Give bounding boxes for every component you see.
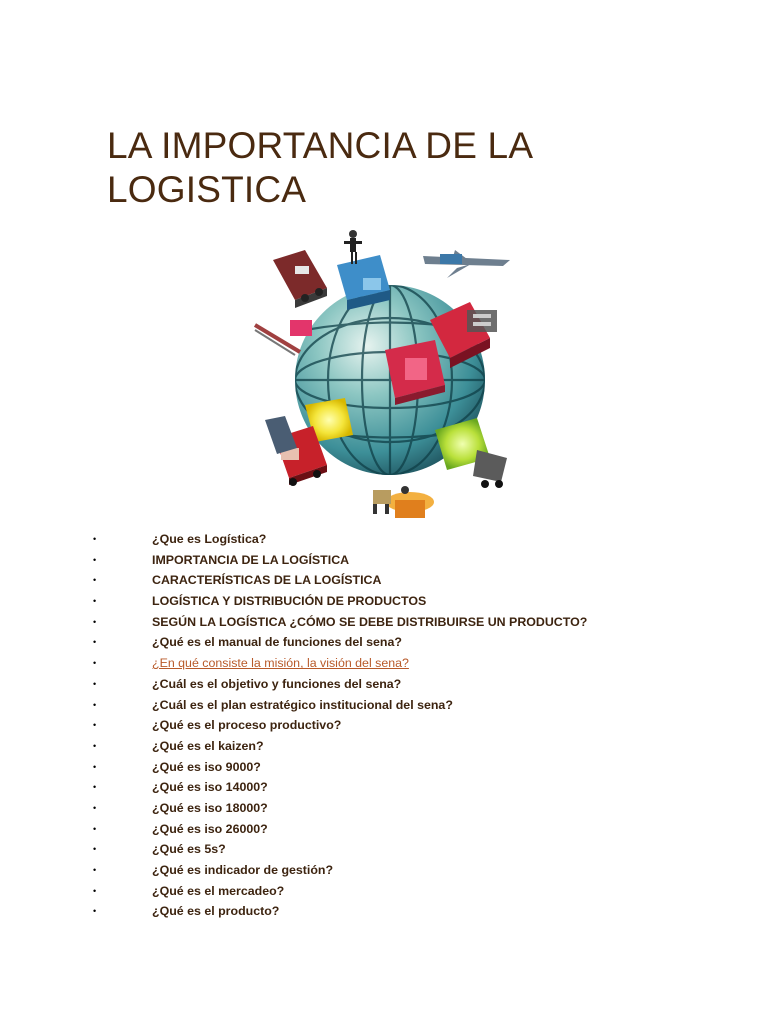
bullet-icon: • [93, 802, 97, 813]
list-item [0, 632, 768, 653]
list-item-label: SEGÚN LA LOGÍSTICA ¿CÓMO SE DEBE DISTRIBUIRSE UN PRODUCTO? [152, 614, 588, 629]
list-item [0, 570, 768, 591]
page-title [107, 124, 627, 212]
bullet-icon: • [93, 616, 97, 627]
bullet-icon: • [93, 865, 97, 875]
bullet-icon: • [93, 658, 97, 669]
list-item [0, 715, 768, 736]
list-item [0, 550, 768, 571]
list-item [0, 612, 768, 633]
list-item-label: ¿Qué es indicador de gestión? [152, 863, 334, 877]
page-title-line-1: LA IMPORTANCIA DE LA [107, 125, 534, 166]
bullet-icon: • [93, 720, 97, 731]
bullet-icon: • [93, 823, 97, 834]
list-item-label: ¿Que es Logística? [152, 532, 267, 546]
list-item [0, 839, 768, 860]
list-item-label: ¿Qué es iso 26000? [152, 821, 268, 836]
table-of-contents [0, 529, 768, 922]
bullet-icon: • [93, 740, 97, 751]
list-item-label: ¿Cuál es el plan estratégico institucional del sena? [152, 697, 453, 712]
bullet-icon: • [93, 782, 97, 793]
list-item [0, 591, 768, 612]
bullet-icon: • [93, 844, 97, 855]
list-item [0, 777, 768, 798]
list-item-label: ¿Qué es el kaizen? [152, 738, 264, 753]
page-title-line-2: LOGISTICA [107, 169, 307, 210]
list-item [0, 798, 768, 819]
bullet-icon: • [93, 637, 97, 648]
list-item-label: LOGÍSTICA Y DISTRIBUCIÓN DE PRODUCTOS [152, 594, 427, 609]
bullet-icon: • [93, 678, 97, 689]
list-item-label: ¿Qué es iso 9000? [152, 759, 261, 774]
logistics-globe-illustration [245, 220, 525, 530]
list-item-label: IMPORTANCIA DE LA LOGÍSTICA [152, 552, 350, 567]
list-item [0, 901, 768, 922]
list-item [0, 674, 768, 695]
list-item [0, 695, 768, 716]
bullet-icon: • [93, 699, 97, 710]
bullet-icon: • [93, 575, 97, 586]
list-item-label: ¿Qué es el proceso productivo? [152, 718, 342, 733]
list-item-link[interactable]: ¿En qué consiste la misión, la visión del sena? [152, 656, 409, 671]
list-item-label: ¿Qué es el producto? [152, 904, 280, 919]
list-item-label: CARACTERÍSTICAS DE LA LOGÍSTICA [152, 573, 382, 588]
list-item [0, 757, 768, 778]
bullet-icon: • [93, 906, 97, 917]
list-item-label: ¿Qué es 5s? [152, 842, 226, 857]
bullet-icon: • [93, 885, 97, 896]
bullet-icon: • [93, 761, 97, 772]
bullet-icon: • [93, 596, 97, 607]
list-item-label: ¿Qué es iso 14000? [152, 780, 268, 795]
list-item [0, 881, 768, 902]
list-item [0, 819, 768, 840]
list-item[interactable] [0, 653, 768, 674]
list-item-label: ¿Cuál es el objetivo y funciones del sena? [152, 676, 402, 691]
bullet-icon: • [93, 534, 97, 544]
list-item [0, 860, 768, 881]
list-item [0, 529, 768, 550]
list-item [0, 736, 768, 757]
list-item-label: ¿Qué es el manual de funciones del sena? [152, 635, 402, 650]
globe-icon [245, 220, 525, 530]
list-item-label: ¿Qué es el mercadeo? [152, 883, 285, 898]
list-item-label: ¿Qué es iso 18000? [152, 800, 268, 815]
bullet-icon: • [93, 554, 97, 565]
